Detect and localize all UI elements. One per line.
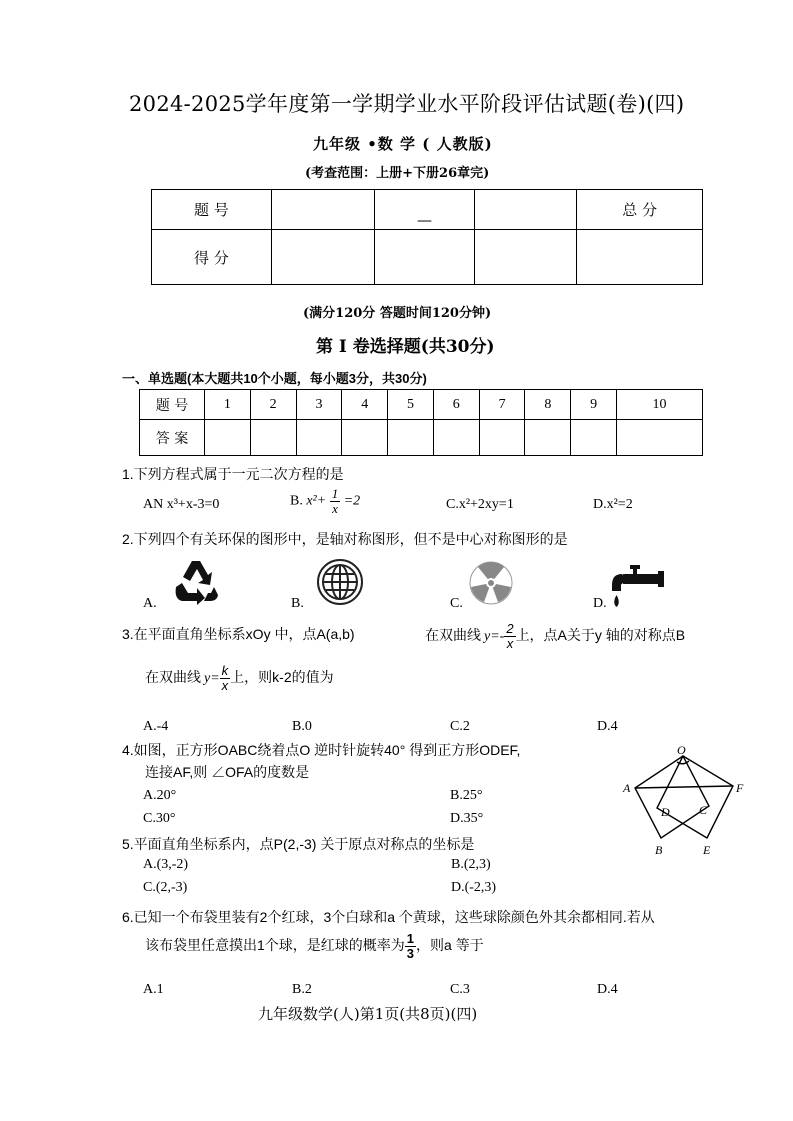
answer-cell[interactable]	[479, 420, 525, 456]
q2-option-c: C.	[450, 596, 463, 611]
q6-option-a: A.1	[143, 982, 164, 997]
score-table-cell: 总 分	[577, 190, 703, 230]
q6-stem: 6.已知一个布袋里装有2个红球，3个白球和a 个黄球，这些球除颜色外其余都相同.若从	[122, 909, 655, 925]
score-table-cell[interactable]	[374, 230, 475, 285]
score-table-cell	[271, 190, 374, 230]
answer-number: 9	[571, 390, 617, 420]
label-d: D	[661, 805, 670, 819]
q3-stem-line2: 在双曲线 y= $\frac{k}{x}$ 上，则k-2的值为	[145, 663, 334, 693]
section-title: 第 I 卷选择题(共30分)	[316, 337, 495, 357]
q1-option-a: AN x³+x-3=0	[143, 497, 220, 512]
q2-option-d: D.	[593, 596, 607, 611]
q1-option-c: C.x²+2xy=1	[446, 497, 514, 512]
q6-option-d: D.4	[597, 982, 618, 997]
q4-option-a: A.20°	[143, 788, 177, 803]
answer-cell[interactable]	[525, 420, 571, 456]
answer-number: 8	[525, 390, 571, 420]
score-table-cell: —	[374, 190, 475, 230]
label-e: E	[703, 843, 711, 857]
q2-stem: 2.下列四个有关环保的图形中，是轴对称图形，但不是中心对称图形的是	[122, 531, 568, 547]
q3-option-b: B.0	[292, 719, 312, 734]
q4-stem-line2: 连接AF,则 ∠OFA的度数是	[145, 764, 310, 780]
q6-stem-line2: 该布袋里任意摸出1个球，是红球的概率为 $\frac{1}{3}$ ，则a 等于	[145, 931, 484, 961]
exam-scope: (考查范围：上册+下册26章完)	[305, 166, 490, 181]
answer-cell[interactable]	[296, 420, 342, 456]
q5-option-a: A.(3,-2)	[143, 857, 189, 872]
score-table-cell[interactable]	[577, 230, 703, 285]
score-table	[151, 189, 703, 285]
square-oabc	[635, 756, 709, 838]
part-title: 一、单选题(本大题共10个小题，每小题3分，共30分)	[122, 371, 427, 386]
score-table-cell: 得 分	[152, 230, 272, 285]
answer-cell[interactable]	[205, 420, 251, 456]
q2-option-b: B.	[291, 596, 304, 611]
q3-option-d: D.4	[597, 719, 618, 734]
recycle-icon	[170, 557, 220, 607]
label-b: B	[655, 843, 663, 857]
answer-number: 2	[250, 390, 296, 420]
q1-option-b: B. x²+ $\frac{1}{x}$ =2	[290, 486, 361, 516]
answer-cell[interactable]	[388, 420, 434, 456]
answer-header-label: 题 号	[140, 390, 205, 420]
globe-icon	[315, 557, 365, 607]
time-note: (满分120分 答题时间120分钟)	[303, 306, 492, 321]
q3-stem-line1: 3.在平面直角坐标系xOy 中，点A(a,b)	[122, 626, 355, 642]
answer-cell[interactable]	[342, 420, 388, 456]
answer-number: 1	[205, 390, 251, 420]
exam-title: 2024-2025学年度第一学期学业水平阶段评估试题(卷)(四)	[129, 92, 685, 116]
answer-cell[interactable]	[433, 420, 479, 456]
q5-option-c: C.(2,-3)	[143, 880, 188, 895]
answer-number: 10	[617, 390, 703, 420]
score-table-cell[interactable]	[271, 230, 374, 285]
answer-number: 4	[342, 390, 388, 420]
rotated-squares-figure	[615, 742, 755, 860]
q3-stem-line1b: 在双曲线 y=- $\frac{2}{x}$ 上，点A关于y 轴的对称点B	[425, 621, 686, 651]
answer-cell[interactable]	[617, 420, 703, 456]
answer-cell[interactable]	[571, 420, 617, 456]
answer-number: 6	[433, 390, 479, 420]
answer-number: 5	[388, 390, 434, 420]
label-f: F	[736, 781, 744, 795]
radiation-icon	[468, 560, 514, 606]
answer-row-label: 答 案	[140, 420, 205, 456]
score-table-cell: 题 号	[152, 190, 272, 230]
answer-number: 3	[296, 390, 342, 420]
q4-option-d: D.35°	[450, 811, 484, 826]
q1-stem: 1.下列方程式属于一元二次方程的是	[122, 466, 344, 482]
answer-table	[139, 389, 703, 456]
faucet-icon	[610, 563, 666, 611]
page-footer: 九年级数学(人)第1页(共8页)(四)	[258, 1005, 478, 1023]
q1-option-d: D.x²=2	[593, 497, 633, 512]
q5-option-b: B.(2,3)	[451, 857, 491, 872]
grade-subject: 九年级 •数 学 ( 人教版)	[313, 135, 493, 153]
q5-option-d: D.(-2,3)	[451, 880, 497, 895]
score-table-cell	[475, 190, 577, 230]
q6-option-b: B.2	[292, 982, 312, 997]
answer-number: 7	[479, 390, 525, 420]
label-c: C	[699, 803, 708, 817]
answer-cell[interactable]	[250, 420, 296, 456]
segment-af	[635, 786, 733, 788]
label-o: O	[677, 743, 686, 757]
q4-option-c: C.30°	[143, 811, 176, 826]
q6-option-c: C.3	[450, 982, 470, 997]
q4-option-b: B.25°	[450, 788, 483, 803]
q4-stem: 4.如图，正方形OABC绕着点O 逆时针旋转40° 得到正方形ODEF,	[122, 742, 521, 758]
q5-stem: 5.平面直角坐标系内，点P(2,-3) 关于原点对称点的坐标是	[122, 836, 475, 852]
q2-option-a: A.	[143, 596, 157, 611]
square-odef	[657, 756, 733, 838]
label-a: A	[623, 781, 631, 795]
q3-option-a: A.-4	[143, 719, 169, 734]
score-table-cell[interactable]	[475, 230, 577, 285]
q3-option-c: C.2	[450, 719, 470, 734]
